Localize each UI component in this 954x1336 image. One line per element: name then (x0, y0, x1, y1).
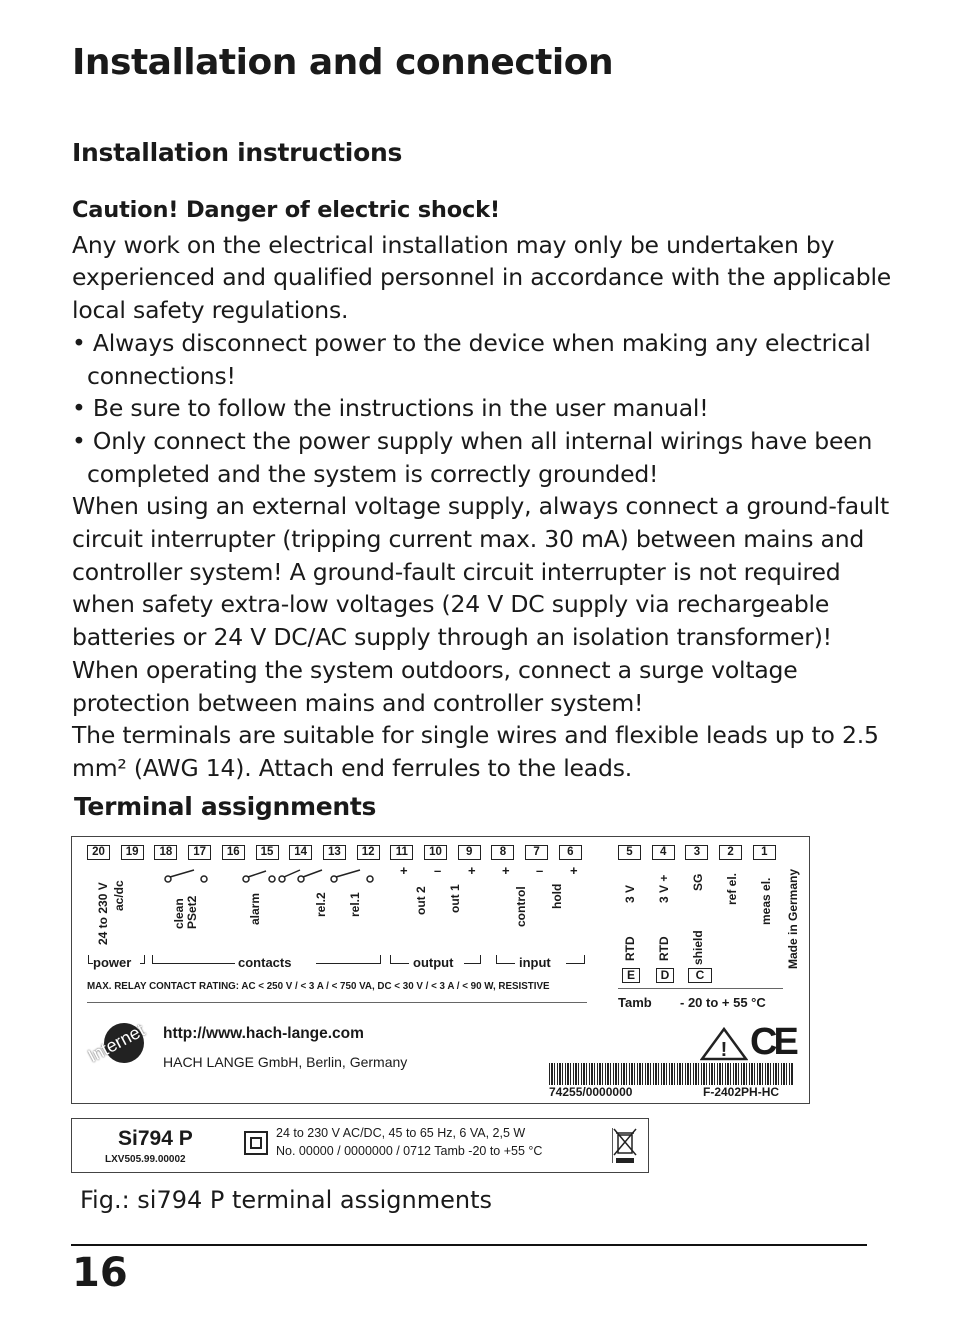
bullet-item: • Always disconnect power to the device when making any electrical connections! (72, 328, 871, 390)
polarity-plus: + (570, 863, 578, 878)
terminal-letter-c: C (688, 968, 712, 983)
bracket-output-end (464, 955, 481, 964)
terminal-3: 3 (685, 845, 708, 860)
signal-meas-el: meas el. (759, 877, 773, 925)
terminal-11: 11 (390, 845, 413, 860)
polarity-minus: – (536, 863, 544, 878)
figure-caption: Fig.: si794 P terminal assignments (80, 1186, 492, 1214)
group-power: power (93, 955, 132, 970)
signal-3v-minus: 3 V (623, 884, 637, 903)
signal-control: control (514, 886, 528, 927)
paragraph: Any work on the electrical installation may only be undertaken by experienced and qualified personnel in accordance with the applicable local safety regulations. (72, 230, 892, 325)
group-contacts: contacts (238, 955, 292, 970)
tamb-range: - 20 to + 55 °C (680, 995, 766, 1010)
internet-logo: Internet (84, 1019, 148, 1067)
ce-mark: CE (750, 1021, 795, 1063)
paragraph: When using an external voltage supply, always connect a ground-fault circuit interrupter (tripping current max. 30 mA) between mains and controller system! A ground-fault circuit interrupter is not required when safety extra-low voltages (24 V DC supply via rechargeable batteries or 24 V DC/AC supply through an isolation transformer)! (72, 492, 889, 652)
terminal-17: 17 (188, 845, 211, 860)
signal-rtd-2: RTD (657, 936, 671, 961)
section-title: Installation instructions (72, 138, 403, 167)
terminal-20: 20 (87, 845, 110, 860)
device-code: F-2402PH-HC (703, 1085, 780, 1099)
website-url: http://www.hach-lange.com (163, 1025, 364, 1042)
alarm-switch-icon (240, 869, 276, 889)
caution-heading: Caution! Danger of electric shock! (72, 197, 500, 223)
group-input: input (519, 955, 551, 970)
terminal-13: 13 (323, 845, 346, 860)
page-title: Installation and connection (72, 42, 614, 83)
signal-out1: out 1 (448, 884, 462, 913)
page-number: 16 (72, 1250, 128, 1296)
terminal-15: 15 (256, 845, 279, 860)
signal-pset2: PSet2 (185, 895, 199, 929)
bracket-power-end (140, 955, 145, 964)
separator-line (618, 988, 783, 989)
polarity-minus: – (434, 863, 442, 878)
signal-rel2: rel.2 (314, 892, 328, 917)
body-text (72, 197, 902, 785)
bracket-contacts (152, 955, 235, 964)
terminal-5: 5 (618, 845, 641, 860)
terminal-12: 12 (357, 845, 380, 860)
part-number: LXV505.99.00002 (105, 1154, 186, 1165)
signal-clean: clean (172, 898, 186, 929)
signal-power: 24 to 230 V (96, 882, 110, 945)
signal-rtd-1: RTD (623, 936, 637, 961)
group-output: output (413, 955, 454, 970)
terminal-label (71, 836, 810, 1104)
signal-ref-el: ref el. (725, 872, 739, 905)
type-plate (71, 1118, 649, 1173)
terminal-10: 10 (424, 845, 447, 860)
signal-3v-plus: 3 V + (657, 874, 671, 903)
signal-shield: shield (691, 930, 705, 965)
polarity-plus: + (400, 863, 408, 878)
terminal-14: 14 (289, 845, 312, 860)
barcode (549, 1063, 793, 1085)
signal-out2: out 2 (414, 886, 428, 915)
footer-rule (71, 1244, 867, 1246)
bullet-item: • Only connect the power supply when all internal wirings have been completed and the system is correctly grounded! (72, 426, 873, 488)
terminal-16: 16 (222, 845, 245, 860)
weee-bin-icon (612, 1127, 638, 1165)
terminal-title: Terminal assignments (74, 792, 377, 821)
paragraph: When operating the system outdoors, connect a surge voltage protection between mains and controller system! (72, 655, 798, 717)
company-name: HACH LANGE GmbH, Berlin, Germany (163, 1054, 408, 1070)
svg-text:!: ! (720, 1039, 728, 1061)
double-insulation-icon (244, 1131, 268, 1155)
signal-made-in: Made in Germany (786, 868, 800, 969)
barcode-number: 74255/0000000 (549, 1085, 633, 1099)
serial-number: No. 00000 / 0000000 / 0712 Tamb -20 to +55 °C (276, 1144, 543, 1158)
bracket-input (496, 955, 515, 964)
bullet-item: • Be sure to follow the instructions in the user manual! (72, 394, 709, 423)
terminal-7: 7 (525, 845, 548, 860)
signal-sg: SG (691, 873, 705, 891)
terminal-letter-e: E (622, 968, 640, 983)
terminal-1: 1 (753, 845, 776, 860)
bracket-output (390, 955, 409, 964)
separator-line (87, 1002, 587, 1003)
bracket-contacts-end (316, 955, 381, 964)
terminal-6: 6 (559, 845, 582, 860)
supply-rating: 24 to 230 V AC/DC, 45 to 65 Hz, 6 VA, 2,5 W (276, 1126, 526, 1140)
terminal-letter-d: D (656, 968, 674, 983)
tamb-label: Tamb (618, 995, 652, 1010)
signal-acdc: ac/dc (112, 880, 126, 911)
bracket-input-end (566, 955, 585, 964)
paragraph: The terminals are suitable for single wires and flexible leads up to 2.5 mm² (AWG 14). Attach end ferrules to the leads. (72, 721, 879, 782)
relay-rating: MAX. RELAY CONTACT RATING: AC < 250 V / < 3 A / < 750 VA, DC < 30 V / < 3 A / < 90 W, RESISTIVE (87, 981, 550, 992)
polarity-plus: + (502, 863, 510, 878)
warning-icon (700, 1027, 748, 1061)
model-name: Si794 P (118, 1127, 193, 1150)
signal-hold: hold (550, 883, 564, 909)
signal-rel1: rel.1 (348, 892, 362, 917)
terminal-19: 19 (121, 845, 144, 860)
polarity-plus: + (468, 863, 476, 878)
terminal-8: 8 (491, 845, 514, 860)
terminal-4: 4 (652, 845, 675, 860)
signal-alarm: alarm (248, 892, 262, 925)
terminal-9: 9 (458, 845, 481, 860)
terminal-18: 18 (154, 845, 177, 860)
terminal-2: 2 (719, 845, 742, 860)
